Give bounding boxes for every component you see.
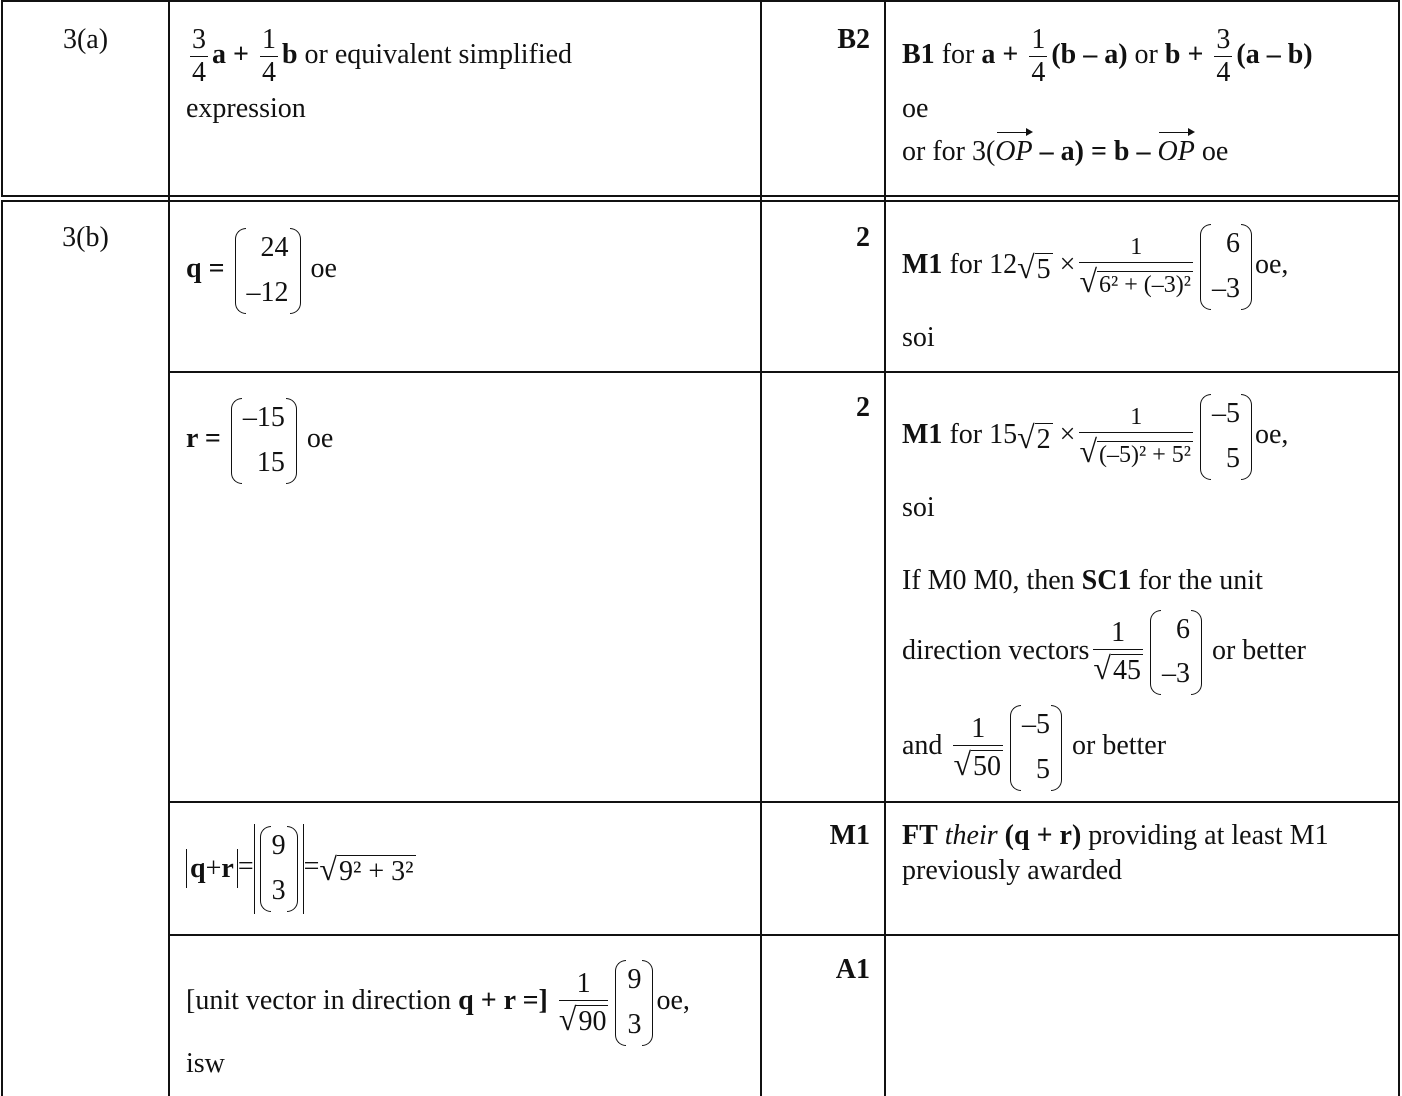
answer-isw: isw <box>186 1048 225 1079</box>
mark-3b-r: 2 <box>856 392 870 423</box>
row-b-top-border <box>1 200 1400 202</box>
vector-op: OP <box>995 136 1033 168</box>
row-b2-bottom-border <box>168 801 1400 803</box>
column-vector-sum: 9 3 <box>260 824 298 914</box>
table-top-border <box>1 0 1400 2</box>
column-vector-q: 24 –12 <box>235 226 301 316</box>
answer-unit-vector: [unit vector in direction q + r =] $\frac{1}{√90}$ 9 3 oe, <box>186 958 690 1048</box>
guidance-3a: B1 for a + $\frac{1}{4}$ (b – a) or b + $\frac{3}{4}$ (a – b) oe or for 3(OP – a) = b – OP oe <box>902 24 1313 168</box>
column-vector-unit: 9 3 <box>615 958 653 1048</box>
guidance-3b-q: M1 for 12√5 × $\frac{1}{\text{√6² + (–3)²}}$ 6 –3 oe, soi <box>902 222 1392 355</box>
col-2-border <box>760 0 762 1096</box>
part-label-3a: 3(a) <box>62 24 109 55</box>
col-left-border-b <box>1 200 3 1096</box>
answer-q-vector: q = 24 –12 oe <box>186 226 337 316</box>
mark-3b-unit: A1 <box>835 954 870 985</box>
part-label-3b: 3(b) <box>62 222 109 253</box>
fraction-one-quarter: $\frac{1}{4}$ <box>261 24 276 89</box>
col-1-border <box>168 0 170 1096</box>
mark-3b-magnitude: M1 <box>829 820 870 851</box>
mark-3a: B2 <box>837 24 870 55</box>
row-b1-bottom-border <box>168 371 1400 373</box>
mark-3b-q: 2 <box>856 222 870 253</box>
row-a-bottom-border <box>1 195 1400 197</box>
vector-op-2: OP <box>1157 136 1195 168</box>
answer-magnitude: q+r = 9 3 =√9² + 3² <box>186 824 416 914</box>
col-right-border <box>1398 0 1400 1096</box>
column-vector-r: –15 15 <box>231 396 297 486</box>
answer-r-vector: r = –15 15 oe <box>186 396 333 486</box>
guidance-3b-r: M1 for 15√2 × $\frac{1}{\text{√(–5)² + 5²}}$ –5 5 oe, soi If M0 M0, then SC1 for the unit direction vectors $\frac{1}{√45}$ 6 –3 or better and $\frac{1}{√50}$ –5 5 or better <box>902 392 1392 793</box>
guidance-3b-magnitude: FT their (q + r) providing at least M1 previously awarded <box>902 820 1329 886</box>
col-3-border <box>884 0 886 1096</box>
fraction-three-quarters: $\frac{3}{4}$ <box>192 24 206 89</box>
row-b3-bottom-border <box>168 934 1400 936</box>
answer-3a: $\frac{3}{4}$ a + $\frac{1}{4}$ b or equivalent simplified expression <box>186 24 573 125</box>
